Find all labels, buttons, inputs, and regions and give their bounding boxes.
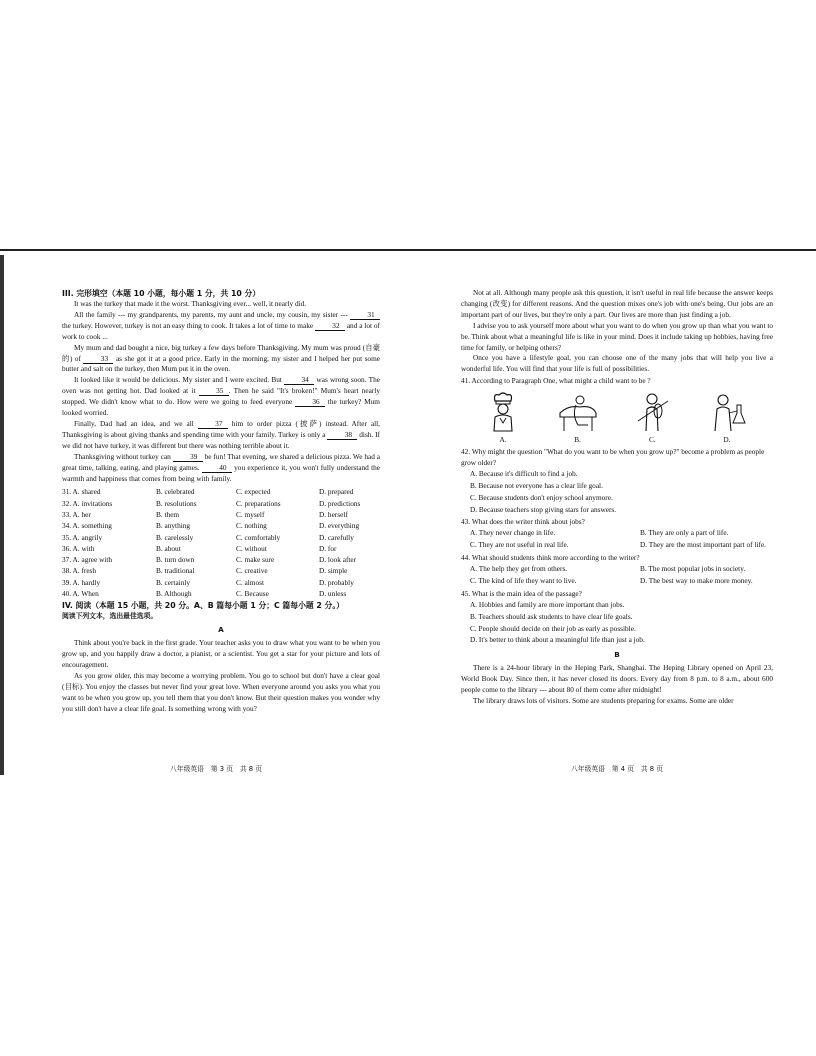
option-label: C. xyxy=(648,435,656,445)
blank-33[interactable]: 33 xyxy=(83,354,113,364)
option[interactable]: 36. A. with xyxy=(62,543,95,553)
option[interactable]: B. carelessly xyxy=(156,532,194,542)
option-label: D. xyxy=(723,435,731,445)
q42-option[interactable]: B. Because not everyone has a clear life goal. xyxy=(470,480,603,490)
option[interactable]: C. Because xyxy=(236,589,269,599)
option[interactable]: D. probably xyxy=(319,577,354,587)
passage-b-paragraph-2: The library draws lots of visitors. Some are students preparing for exams. Some are older xyxy=(473,695,734,705)
option-d-scientist[interactable] xyxy=(707,391,747,446)
question-42: 42. Why might the question "What do you want to be when you grow up?" become a problem as people grow older? xyxy=(461,447,765,467)
scan-divider-line xyxy=(0,249,816,251)
question-41: 41. According to Paragraph One, what might a child want to be ? xyxy=(461,376,651,386)
option[interactable]: 39. A. hardly xyxy=(62,577,101,587)
option-label: B. xyxy=(574,435,581,445)
cloze-paragraph-2: All the family --- my grandparents, my parents, my aunt and uncle, my cousin, my sister --- 31 the turkey. However, turkey is not an easy thing to cook. It takes a lot of time to make 32 and a lot of work to cook ... xyxy=(62,309,380,341)
q43-option[interactable]: A. They never change in life. xyxy=(470,528,556,538)
reading-instruction: 阅读下列文本，选出最佳选项。 xyxy=(62,612,158,621)
q42-option[interactable]: C. Because students don't enjoy school anymore. xyxy=(470,492,613,502)
reading-section-title: IV. 阅读（本题 15 小题，共 20 分。A、B 篇每小题 1 分；C 篇每小题 2 分。） xyxy=(62,601,345,611)
q44-options xyxy=(461,564,773,588)
option-label: A. xyxy=(499,435,507,445)
option[interactable]: 31. A. shared xyxy=(62,487,101,497)
passage-b-paragraph-1: There is a 24-hour library in the Heping Park, Shanghai. The Heping Library opened on April 23, World Book Day. Since then, it has never closed its doors. Every day from 8 p.m. to 8 a.m., about 600 people come to the library --- about 80 of them come after midnight! xyxy=(461,663,773,694)
option[interactable]: C. expected xyxy=(236,487,271,497)
option[interactable]: C. myself xyxy=(236,510,265,519)
option-b-pianist[interactable] xyxy=(558,391,598,446)
right-page xyxy=(461,288,773,707)
q45-option[interactable]: C. People should decide on their job as early as possible. xyxy=(470,623,636,633)
cloze-section-title: III. 完形填空（本题 10 小题，每小题 1 分，共 10 分） xyxy=(62,289,261,298)
blank-37[interactable]: 37 xyxy=(198,419,228,429)
q43-options xyxy=(461,528,773,552)
blank-32[interactable]: 32 xyxy=(315,321,345,331)
left-page xyxy=(62,288,380,715)
cloze-paragraph-4: It looked like it would be delicious. My sister and I were excited. But 34 was wrong soon. The oven was not getting hot. Dad looked at it 35 . Then he said "It's broken!" Mum's heart nearly stopped. We didn't know what to do. How were we going to feed everyone 36 the turkey? Mum looked worried. xyxy=(62,375,380,418)
option[interactable]: C. make sure xyxy=(236,555,275,565)
scientist-icon xyxy=(707,391,747,435)
option[interactable]: D. prepared xyxy=(319,487,354,497)
option[interactable]: 35. A. angrily xyxy=(62,532,103,542)
q42-option[interactable]: D. Because teachers stop giving stars for answers. xyxy=(470,504,617,514)
q45-option[interactable]: D. It's better to think about a meaningful life than just a job. xyxy=(470,635,645,645)
passage-a-paragraph-5: Once you have a lifestyle goal, you can choose one of the many jobs that will help you live a wonderful life. You will find that your life is full of possibilities. xyxy=(461,353,773,374)
cloze-paragraph-5: Finally, Dad had an idea, and we all 37 him to order pizza (披萨) instead. After all, Thanksgiving is about giving thanks and spending time with your family. Turkey is only a 38 dish. If we did not have turkey, it was different but there was nothing terrible about it. xyxy=(62,418,381,450)
q44-option[interactable]: D. The best way to make more money. xyxy=(640,575,753,585)
q43-option[interactable]: D. They are the most important part of life. xyxy=(640,540,766,550)
q43-option[interactable]: B. They are only a part of life. xyxy=(640,528,729,538)
passage-a-paragraph-3: Not at all. Although many people ask this question, it isn't useful in real life because the answer keeps changing (改变) for different reasons. And the question mixes one's job with one's being. Our jobs are an important part of our lives, but they're only a part. Our lives are more than just finding a job. xyxy=(461,288,773,319)
cloze-paragraph-1: It was the turkey that made it the worst. Thanksgiving ever... well, it nearly did. xyxy=(74,299,307,308)
q42-option[interactable]: A. Because it's difficult to find a job. xyxy=(470,468,578,478)
option[interactable]: 40. A. When xyxy=(62,589,99,599)
page-footer-right: 八年级英语 第 4 页 共 8 页 xyxy=(571,765,664,773)
page-footer-left: 八年级英语 第 3 页 共 8 页 xyxy=(170,765,263,773)
blank-39[interactable]: 39 xyxy=(173,452,203,462)
option[interactable]: B. Although xyxy=(156,589,192,599)
option[interactable]: B. about xyxy=(156,543,181,553)
blank-34[interactable]: 34 xyxy=(284,375,314,385)
option-a-chef[interactable] xyxy=(483,391,523,446)
question-44: 44. What should students think more according to the writer? xyxy=(461,553,640,563)
option[interactable]: 34. A. something xyxy=(62,521,112,531)
passage-a-paragraph-2: As you grow older, this may become a worrying problem. You go to school but don't have a clear goal (目标). You enjoy the classes but never find your great love. When everyone around you asks you what you want to be when you grow up, you tell them that you don't know. But their question makes you wonder why you still don't have a clear life goal. Is something wrong with you? xyxy=(62,670,380,713)
option[interactable]: D. unless xyxy=(319,589,347,599)
option[interactable]: D. herself xyxy=(319,510,348,519)
option[interactable]: B. anything xyxy=(156,521,191,531)
option[interactable]: B. certainly xyxy=(156,577,191,587)
option[interactable]: B. celebrated xyxy=(156,487,195,497)
option[interactable]: B. resolutions xyxy=(156,498,197,508)
violinist-icon xyxy=(632,391,672,435)
passage-b-label: B xyxy=(614,650,620,660)
question-45: 45. What is the main idea of the passage? xyxy=(461,588,582,598)
option[interactable]: B. them xyxy=(156,510,180,519)
passage-a-paragraph-1: Think about you're back in the first grade. Your teacher asks you to draw what you want to be when you grow up, and you happily draw a doctor, a pianist, or a scientist. You get a star for your picture and lots of encouragement. xyxy=(62,638,380,669)
option[interactable]: 38. A. fresh xyxy=(62,566,97,576)
blank-35[interactable]: 35 xyxy=(199,386,229,396)
q44-option[interactable]: A. The help they get from others. xyxy=(470,564,568,574)
option[interactable]: 32. A. invitations xyxy=(62,498,113,508)
chef-icon xyxy=(483,391,523,435)
option[interactable]: C. preparations xyxy=(236,498,281,508)
question-41-pictures xyxy=(461,391,773,446)
passage-a-label: A xyxy=(218,625,224,635)
option[interactable]: 37. A. agree with xyxy=(62,555,113,565)
option[interactable]: B. turn down xyxy=(156,555,195,565)
q43-option[interactable]: C. They are not useful in real life. xyxy=(470,540,569,550)
scan-edge-mark xyxy=(0,255,4,775)
option[interactable]: C. almost xyxy=(236,577,264,587)
option-c-violinist[interactable] xyxy=(632,391,672,446)
option[interactable]: D. carefully xyxy=(319,532,354,542)
q45-option[interactable]: B. Teachers should ask students to have clear life goals. xyxy=(470,611,633,621)
option[interactable]: D. for xyxy=(319,543,337,553)
q45-option[interactable]: A. Hobbies and family are more important than jobs. xyxy=(470,599,625,609)
option[interactable]: B. traditional xyxy=(156,566,195,576)
blank-31[interactable]: 31 xyxy=(350,310,380,320)
option[interactable]: D. look after xyxy=(319,555,357,565)
pianist-icon xyxy=(558,391,598,435)
cloze-paragraph-6: Thanksgiving without turkey can 39 be fun! That evening, we shared a delicious pizza. We had a great time, talking, eating, and playing games. 40 you experience it, you won't fully understand the warmth and happiness that comes from being with family. xyxy=(62,451,380,483)
q44-option[interactable]: C. The kind of life they want to live. xyxy=(470,575,577,585)
blank-36[interactable]: 36 xyxy=(295,397,325,407)
q44-option[interactable]: B. The most popular jobs in society. xyxy=(640,564,746,574)
option[interactable]: C. nothing xyxy=(236,521,267,531)
option[interactable]: C. without xyxy=(236,543,267,553)
option[interactable]: C. comfortably xyxy=(236,532,281,542)
option[interactable]: D. everything xyxy=(319,521,360,531)
blank-40[interactable]: 40 xyxy=(202,463,232,473)
option[interactable]: C. creative xyxy=(236,566,268,576)
passage-a-paragraph-4: I advise you to ask yourself more about what you want to do when you grow up than what you want to be. Think about what a meaningful life is like in your mind. Does it include taking up hobbies, having free time for family, or helping others? xyxy=(461,320,773,352)
option[interactable]: D. simple xyxy=(319,566,348,576)
option[interactable]: D. predictions xyxy=(319,498,361,508)
cloze-options-grid xyxy=(62,487,380,600)
cloze-paragraph-3: My mum and dad bought a nice, big turkey a few days before Thanksgiving. My mum was proud (自豪的) of 33 as she got it at a good price. Early in the morning, my sister and I helped her put some butter and salt on the turkey, then Mum put it in the oven. xyxy=(62,342,380,374)
blank-38[interactable]: 38 xyxy=(327,430,357,440)
question-43: 43. What does the writer think about jobs? xyxy=(461,517,585,527)
option[interactable]: 33. A. her xyxy=(62,510,91,519)
